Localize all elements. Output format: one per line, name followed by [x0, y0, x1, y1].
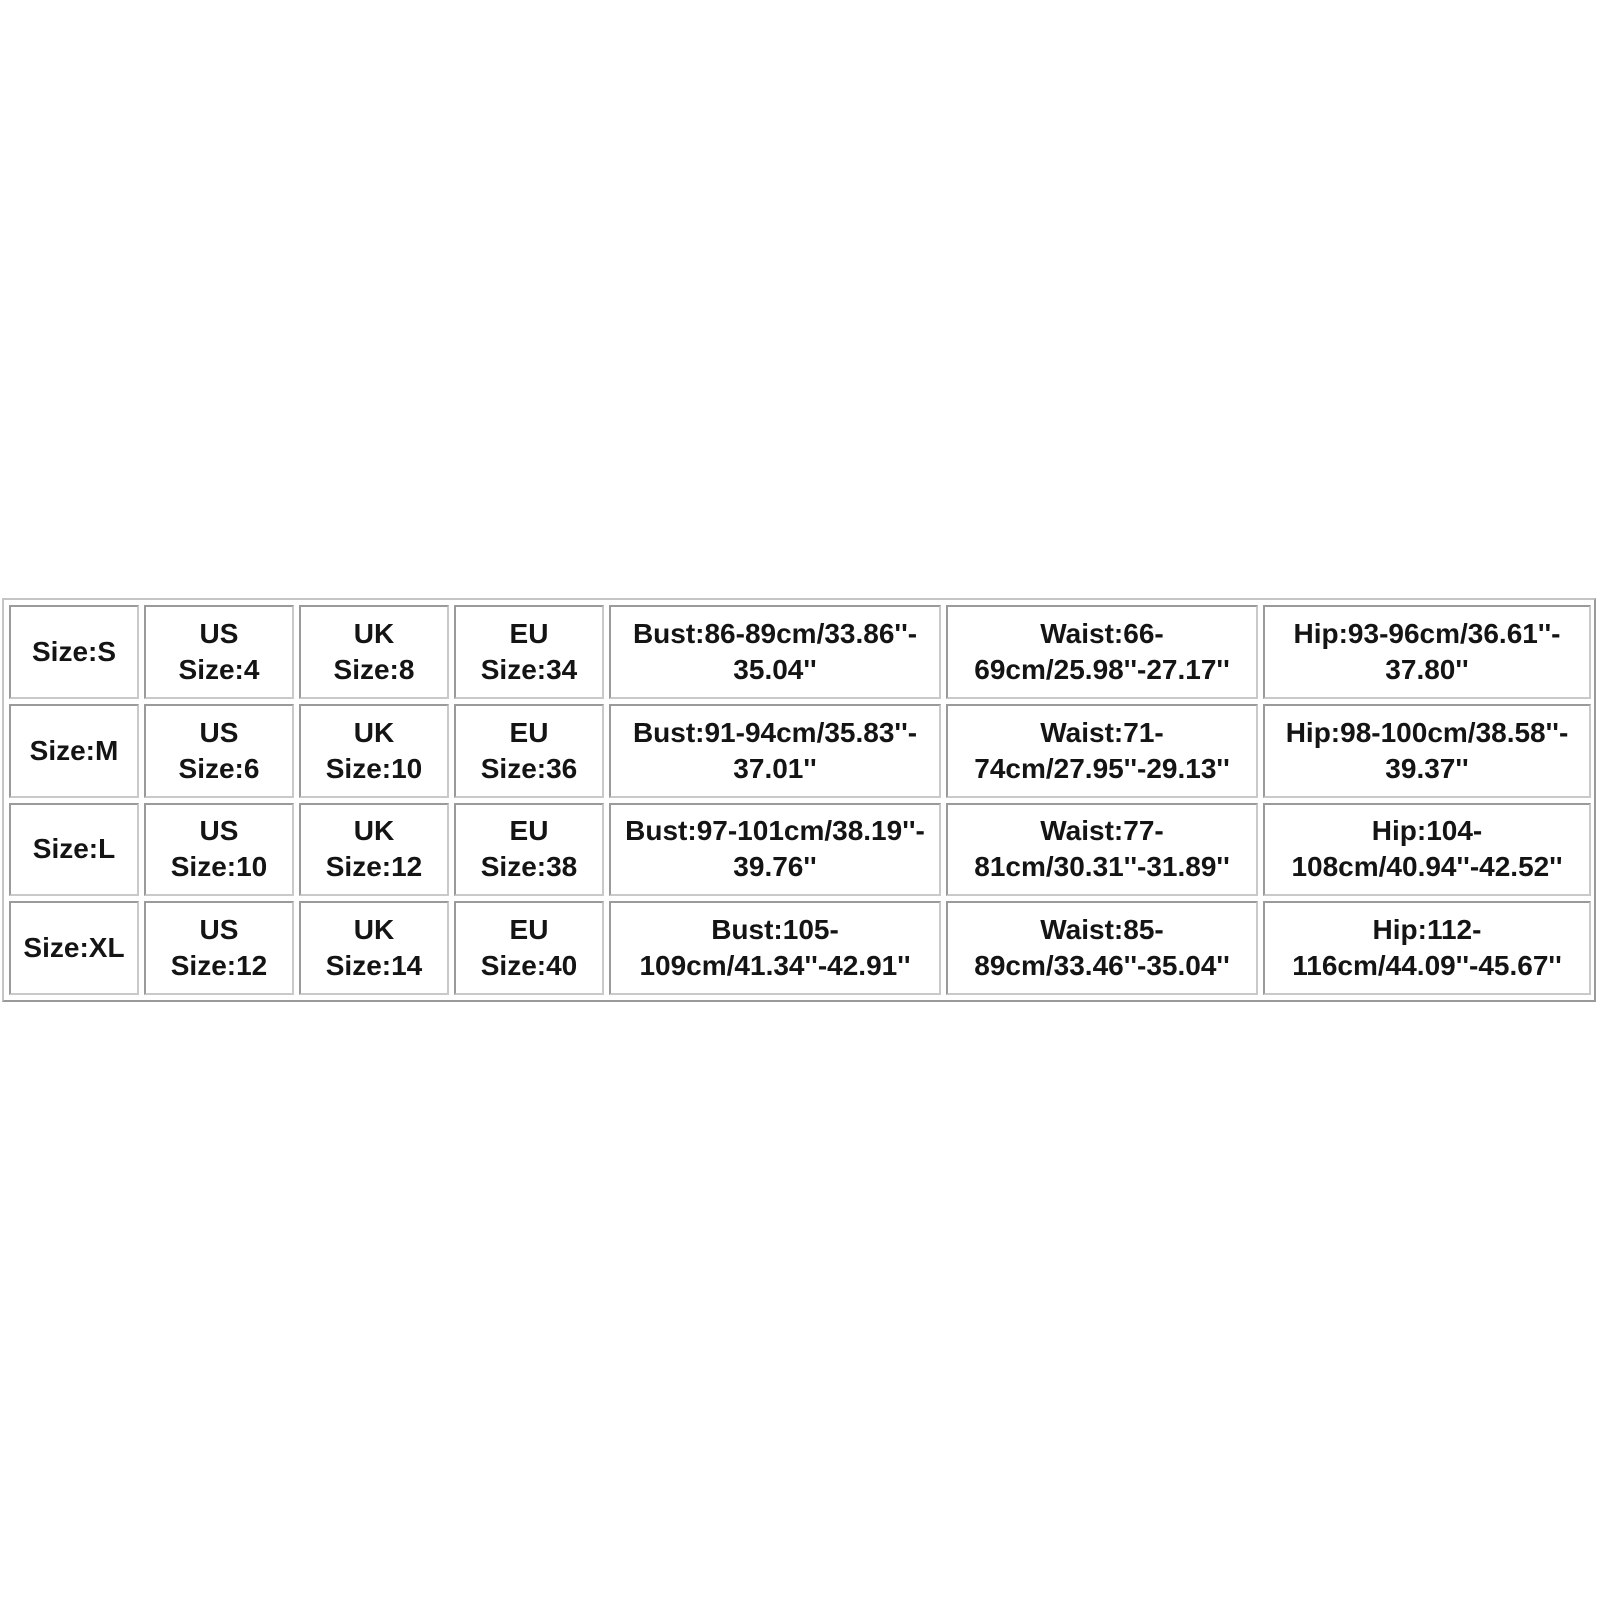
us-size-cell: US Size:10	[144, 803, 294, 897]
us-size-cell: US Size:6	[144, 704, 294, 798]
table-row	[9, 704, 1591, 798]
us-size-cell: US Size:4	[144, 605, 294, 699]
bust-cell: Bust:86-89cm/33.86''- 35.04''	[609, 605, 941, 699]
hip-cell: Hip:93-96cm/36.61''- 37.80''	[1263, 605, 1591, 699]
bust-cell: Bust:97-101cm/38.19''- 39.76''	[609, 803, 941, 897]
size-chart-table	[2, 598, 1596, 1002]
uk-size-cell: UK Size:14	[299, 901, 449, 995]
hip-cell: Hip:104- 108cm/40.94''-42.52''	[1263, 803, 1591, 897]
waist-cell: Waist:66- 69cm/25.98''-27.17''	[946, 605, 1258, 699]
waist-cell: Waist:77- 81cm/30.31''-31.89''	[946, 803, 1258, 897]
table-row	[9, 605, 1591, 699]
size-label-cell: Size:S	[9, 605, 139, 699]
uk-size-cell: UK Size:8	[299, 605, 449, 699]
bust-cell: Bust:91-94cm/35.83''- 37.01''	[609, 704, 941, 798]
uk-size-cell: UK Size:10	[299, 704, 449, 798]
waist-cell: Waist:71- 74cm/27.95''-29.13''	[946, 704, 1258, 798]
size-chart-grid	[4, 600, 1596, 1000]
size-label-cell: Size:L	[9, 803, 139, 897]
uk-size-cell: UK Size:12	[299, 803, 449, 897]
eu-size-cell: EU Size:40	[454, 901, 604, 995]
table-row	[9, 901, 1591, 995]
hip-cell: Hip:98-100cm/38.58''- 39.37''	[1263, 704, 1591, 798]
size-label-cell: Size:M	[9, 704, 139, 798]
eu-size-cell: EU Size:36	[454, 704, 604, 798]
table-row	[9, 803, 1591, 897]
waist-cell: Waist:85- 89cm/33.46''-35.04''	[946, 901, 1258, 995]
eu-size-cell: EU Size:34	[454, 605, 604, 699]
bust-cell: Bust:105- 109cm/41.34''-42.91''	[609, 901, 941, 995]
hip-cell: Hip:112- 116cm/44.09''-45.67''	[1263, 901, 1591, 995]
size-label-cell: Size:XL	[9, 901, 139, 995]
us-size-cell: US Size:12	[144, 901, 294, 995]
eu-size-cell: EU Size:38	[454, 803, 604, 897]
